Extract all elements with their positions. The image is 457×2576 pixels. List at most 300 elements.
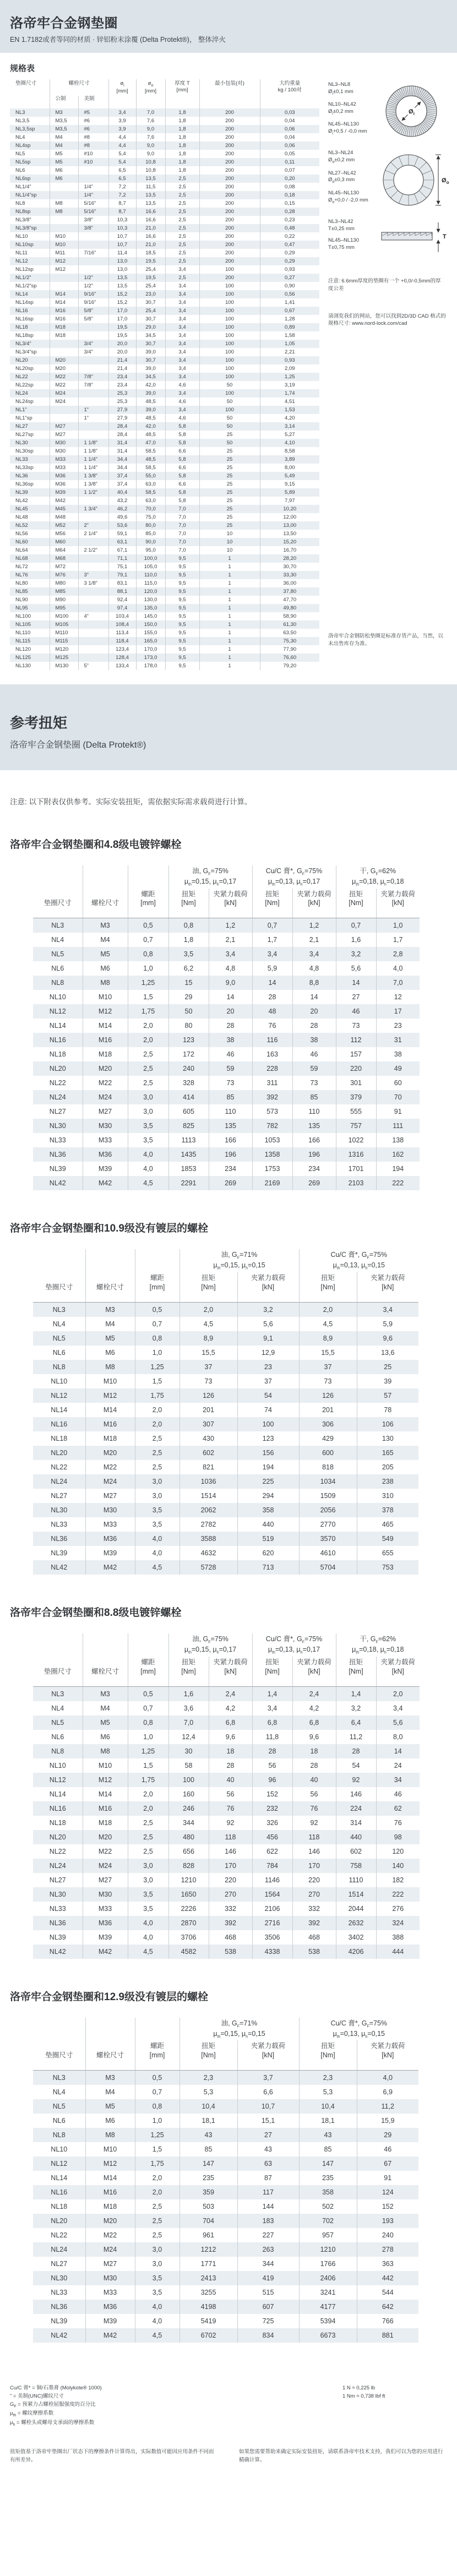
spec-cell: M45	[50, 505, 78, 513]
torque-cell: 76	[209, 1801, 252, 1816]
col-header-inner-dia: $ø_i$ [mm]	[108, 79, 136, 108]
spec-cell: 2,5	[165, 224, 199, 232]
spec-cell: 4,20	[260, 414, 319, 422]
spec-cell: 2,21	[260, 348, 319, 356]
spec-cell: NL33sp	[15, 464, 34, 471]
torque-cell: 76	[292, 1801, 336, 1816]
spec-cell: 1	[199, 563, 260, 571]
spec-cell: 25	[199, 505, 260, 513]
torque-cell: NL5	[33, 947, 83, 961]
spec-cell: 58,5	[136, 464, 165, 472]
torque-cell: 160	[168, 1787, 209, 1801]
torque-cell: 359	[179, 2185, 237, 2199]
torque-cell: 43	[237, 2142, 299, 2156]
torque-cell: 419	[237, 2271, 299, 2285]
col-header-clamp-load: 夹紧力载荷 [kN]	[292, 1657, 336, 1686]
spec-cell: NL5sp	[10, 158, 50, 166]
torque-cell: M3	[83, 1686, 128, 1701]
torque-cell: M14	[83, 1787, 128, 1801]
torque-cell: NL10	[49, 1761, 66, 1769]
torque-cell: NL4	[51, 936, 64, 944]
spec-cell: 100	[199, 373, 260, 381]
torque-row	[33, 2300, 418, 2314]
torque-row	[33, 2185, 418, 2199]
spec-cell: 3,4	[165, 348, 199, 356]
torque-cell: 6,8	[252, 1715, 292, 1730]
spec-cell: 200	[199, 224, 260, 232]
torque-row	[33, 1431, 418, 1446]
torque-cell: 2716	[252, 1916, 292, 1930]
spec-cell: NL60	[10, 538, 50, 546]
spec-cell: 0,11	[260, 158, 319, 166]
spec-table-row	[10, 596, 319, 604]
spec-cell: 48,5	[136, 431, 165, 439]
torque-cell: 549	[357, 1532, 418, 1546]
torque-cell: 10,4	[299, 2099, 357, 2114]
spec-cell: NL3/8”sp	[10, 224, 50, 232]
torque-row	[33, 1887, 420, 1902]
spec-table-row	[10, 406, 319, 414]
spec-cell: NL1”	[10, 406, 50, 414]
spec-cell: 100	[199, 307, 260, 315]
torque-cell: 28	[252, 1744, 292, 1758]
spec-cell: NL100	[15, 613, 31, 619]
spec-cell: #8	[78, 133, 108, 141]
torque-cell: 270	[292, 1887, 336, 1902]
torque-cell: 4,2	[292, 1701, 336, 1715]
torque-cell: NL14	[49, 1790, 66, 1798]
torque-cell: 301	[336, 1076, 376, 1090]
spec-cell: 83,1	[108, 579, 136, 587]
spec-cell: M12	[50, 265, 78, 274]
spec-cell: 2”	[78, 521, 108, 530]
spec-cell: 1	[199, 587, 260, 596]
spec-cell: 31,4	[108, 439, 136, 447]
torque-cell: 78	[357, 1403, 418, 1417]
torque-cell: 4,0	[376, 961, 420, 976]
spec-table-row	[10, 554, 319, 563]
cad-download-note: 请浏览我们的网站，您可以找到2D/3D CAD 格式的规格尺寸: www.nord-lock.com/cad	[328, 313, 446, 327]
spec-cell: 1,8	[165, 108, 199, 117]
torque-row	[33, 1417, 418, 1431]
spec-cell	[78, 232, 108, 241]
torque-cell: 4198	[179, 2300, 237, 2314]
torque-cell: 5419	[179, 2314, 237, 2328]
torque-cell: 100	[168, 1773, 209, 1787]
spec-cell: 0,93	[260, 356, 319, 364]
torque-cell: M24	[85, 1474, 135, 1489]
torque-cell: M16	[83, 1801, 128, 1816]
torque-cell: 85	[299, 2142, 357, 2156]
torque-cell: 20	[209, 1004, 252, 1019]
torque-row	[33, 1816, 420, 1830]
torque-cell: 573	[252, 1104, 292, 1119]
spec-cell: 128,4	[108, 653, 136, 662]
spec-cell: 9,5	[165, 612, 199, 620]
torque-cell: 2,5	[135, 2228, 179, 2242]
torque-cell: M18	[83, 1816, 128, 1830]
condition-header: 油, $G_F=71\%$ $\mu_{th}=0,15$, $\mu_h=0,15$	[179, 2018, 299, 2041]
torque-cell: 28	[336, 1744, 376, 1758]
torque-cell: 0,7	[128, 1701, 168, 1715]
spec-cell: NL33	[10, 455, 50, 464]
spec-cell: 1	[199, 629, 260, 637]
spec-cell: 105,0	[136, 563, 165, 571]
torque-cell: NL20	[33, 1061, 83, 1076]
torque-cell: NL24	[33, 1859, 83, 1873]
torque-cell: 46	[209, 1047, 252, 1061]
torque-cell: 2,4	[209, 1686, 252, 1701]
torque-cell: 306	[299, 1417, 357, 1431]
torque-cell: NL39	[51, 2317, 68, 2326]
torque-cell: 270	[209, 1887, 252, 1902]
torque-table-title: 洛帝牢合金钢垫圈和12.9级没有镀层的螺栓	[10, 1991, 208, 2003]
inner-dia-tolerance-labels	[328, 81, 381, 141]
torque-cell: 784	[252, 1859, 292, 1873]
spec-cell: M4	[50, 141, 78, 150]
spec-cell: M85	[50, 587, 78, 596]
spec-table-row	[10, 224, 319, 232]
spec-table-row	[10, 612, 319, 620]
spec-cell: #6	[78, 117, 108, 125]
torque-cell: 9,6	[209, 1730, 252, 1744]
torque-cell: 753	[357, 1560, 418, 1575]
torque-cell: 147	[299, 2156, 357, 2171]
spec-cell: 20,0	[108, 348, 136, 356]
torque-cell: 324	[376, 1916, 420, 1930]
torque-row	[33, 961, 420, 976]
spec-table-row	[10, 447, 319, 455]
spec-cell: 5,8	[165, 472, 199, 480]
torque-cell: 456	[252, 1830, 292, 1844]
spec-cell: M33	[50, 455, 78, 464]
spec-cell: 103,4	[108, 612, 136, 620]
spec-cell: 9,5	[165, 596, 199, 604]
spec-cell: 200	[199, 141, 260, 150]
spec-cell: 5”	[78, 662, 108, 670]
spec-section-title: 规格表	[10, 64, 35, 73]
torque-row	[33, 1019, 420, 1033]
torque-table	[33, 865, 420, 1191]
spec-table-row	[10, 464, 319, 472]
spec-cell: 130,0	[136, 596, 165, 604]
torque-cell: 117	[237, 2185, 299, 2199]
spec-cell: 1,41	[260, 298, 319, 307]
spec-cell	[50, 348, 78, 356]
torque-cell: M36	[85, 1532, 135, 1546]
spec-cell: 25	[199, 464, 260, 472]
torque-cell: 46	[292, 1047, 336, 1061]
torque-cell: 0,7	[336, 918, 376, 933]
spec-cell: 2,5	[165, 241, 199, 249]
torque-cell: 6,4	[336, 1715, 376, 1730]
torque-row	[33, 947, 420, 961]
torque-cell: 73	[292, 1076, 336, 1090]
spec-cell: 1,8	[165, 117, 199, 125]
torque-row	[33, 1133, 420, 1147]
torque-cell: 5,3	[179, 2085, 237, 2099]
torque-cell: M20	[85, 1446, 135, 1460]
spec-cell: 7/8”	[78, 373, 108, 381]
torque-cell: 12,9	[237, 1346, 299, 1360]
spec-cell: 16,70	[260, 546, 319, 554]
torque-cell: 37	[299, 1360, 357, 1374]
spec-cell: 0,06	[260, 125, 319, 133]
spec-cell: 200	[199, 117, 260, 125]
spec-table-row	[10, 587, 319, 596]
spec-cell: 67,1	[108, 546, 136, 554]
torque-cell: 5,6	[237, 1317, 299, 1331]
spec-cell: M39	[50, 488, 78, 497]
spec-cell: 55,0	[136, 472, 165, 480]
torque-row	[33, 1162, 420, 1176]
spec-table-row	[10, 397, 319, 406]
torque-cell: 4,8	[209, 961, 252, 976]
footnote-definition: Cu/C 膏* = 铜/石墨膏 (Molykote® 1000)	[10, 2385, 102, 2392]
spec-cell: 13,00	[260, 521, 319, 530]
torque-row	[33, 1004, 420, 1019]
torque-cell: 28	[292, 1758, 336, 1773]
spec-cell: 100	[199, 389, 260, 397]
footer-note-right: 如果您需要帮助来确定实际安装扭矩，请联系洛帝牢技术支持，我们可以为您的应用进行精确计算。	[239, 2448, 443, 2463]
torque-cell: 166	[292, 1133, 336, 1147]
spec-cell: 0,27	[260, 274, 319, 282]
torque-cell: 2,0	[179, 1302, 237, 1317]
spec-cell: 3,14	[260, 422, 319, 431]
torque-cell: 0,8	[128, 1715, 168, 1730]
spec-cell: 25	[199, 521, 260, 530]
spec-cell: NL56	[15, 530, 28, 537]
spec-table-row	[10, 604, 319, 612]
spec-cell: NL10sp	[10, 241, 50, 249]
torque-cell: M36	[83, 1916, 128, 1930]
spec-cell: 10	[199, 546, 260, 554]
col-header-clamp-load: 夹紧力载荷 [kN]	[357, 1272, 418, 1302]
spec-cell: 21,4	[108, 364, 136, 373]
torque-cell: 29	[357, 2128, 418, 2142]
torque-cell: 2,8	[376, 947, 420, 961]
outer-dia-tolerance-labels	[328, 150, 381, 209]
torque-cell: 170	[292, 1859, 336, 1873]
torque-cell: 4,5	[128, 1176, 168, 1190]
spec-cell: 37,80	[260, 587, 319, 596]
torque-row	[33, 1119, 420, 1133]
spec-table-row	[10, 298, 319, 307]
spec-cell: 36,00	[260, 579, 319, 587]
torque-cell: 1,8	[168, 933, 209, 947]
spec-cell: 173,0	[136, 653, 165, 662]
torque-cell: 124	[357, 2185, 418, 2199]
spec-cell: M27	[50, 431, 78, 439]
col-header-pitch: 螺距 [mm]	[128, 865, 168, 918]
torque-cell: 74	[237, 1403, 299, 1417]
spec-cell: 3,4	[165, 364, 199, 373]
spec-cell: 50	[199, 414, 260, 422]
torque-cell: NL16	[33, 1417, 85, 1431]
spec-cell: 19,5	[136, 274, 165, 282]
spec-cell: M20	[50, 364, 78, 373]
footnote-definition: $\mu_{th}$ = 螺纹摩擦系数	[10, 2410, 54, 2418]
stock-availability-note: 洛帝牢合金钢防松垫圈是标准存货产品，当然，以未出售库存为准。	[328, 633, 444, 647]
torque-cell: M8	[85, 1360, 135, 1374]
torque-cell: 56	[292, 1787, 336, 1801]
spec-cell: NL18sp	[15, 332, 34, 339]
torque-cell: NL5	[33, 2099, 85, 2114]
torque-cell: 2,5	[135, 1431, 179, 1446]
torque-cell: 1036	[179, 1474, 237, 1489]
torque-cell: 392	[209, 1916, 252, 1930]
spec-cell: 58,5	[136, 488, 165, 497]
torque-cell: 3,4	[376, 1701, 420, 1715]
torque-row	[33, 2071, 418, 2085]
torque-cell: 440	[336, 1830, 376, 1844]
torque-cell: 1,2	[292, 918, 336, 933]
torque-cell: 4,0	[128, 1147, 168, 1162]
torque-cell: M20	[85, 2214, 135, 2228]
torque-cell: 503	[179, 2199, 237, 2214]
torque-cell: M42	[83, 1945, 128, 1959]
torque-cell: NL18	[49, 1818, 66, 1827]
torque-cell: 147	[179, 2156, 237, 2171]
spec-cell: 11,4	[108, 249, 136, 257]
torque-cell: M22	[83, 1844, 128, 1859]
inner-diameter-diagram	[328, 81, 449, 141]
torque-row	[33, 2099, 418, 2114]
spec-cell: 48,5	[136, 455, 165, 464]
torque-cell: 3402	[336, 1930, 376, 1945]
spec-table-row	[10, 307, 319, 315]
spec-table-row	[10, 208, 319, 216]
spec-cell: 5,8	[165, 488, 199, 497]
torque-cell: 4206	[336, 1945, 376, 1959]
spec-cell: 11,5	[136, 183, 165, 191]
torque-row	[33, 1916, 420, 1930]
spec-cell: 2,5	[165, 216, 199, 224]
spec-cell: 63,50	[260, 629, 319, 637]
spec-cell: 20,0	[108, 340, 136, 348]
torque-cell: 118	[292, 1830, 336, 1844]
spec-cell: 7,0	[165, 538, 199, 546]
torque-row	[33, 2171, 418, 2185]
torque-cell: 655	[357, 1546, 418, 1560]
tolerance-label: NL3–NL42 T±0,25 mm	[328, 218, 355, 232]
spec-cell: 3,4	[165, 331, 199, 340]
spec-table-row	[10, 315, 319, 323]
spec-cell: 71,1	[108, 554, 136, 563]
spec-cell: 28,4	[108, 431, 136, 439]
unit-conversion: 1 Nm ≈ 0,738 lbf ft	[342, 2393, 385, 2399]
spec-table-row	[10, 538, 319, 546]
spec-cell: 10,7	[108, 241, 136, 249]
spec-cell: #10	[78, 150, 108, 158]
spec-cell: 1,8	[165, 125, 199, 133]
torque-cell: 228	[252, 1061, 292, 1076]
spec-cell: NL22sp	[15, 382, 34, 388]
torque-cell: 5,6	[336, 961, 376, 976]
torque-cell: 220	[209, 1873, 252, 1887]
torque-cell: 3,5	[135, 2285, 179, 2300]
torque-row	[33, 1945, 420, 1959]
torque-cell: M14	[83, 1019, 128, 1033]
outer-diameter-diagram	[328, 150, 449, 209]
spec-table-row	[10, 241, 319, 249]
spec-cell: 10,8	[136, 166, 165, 175]
page-title: 洛帝牢合金钢垫圈	[10, 16, 118, 31]
spec-cell: 37,4	[108, 480, 136, 488]
spec-table-row	[10, 158, 319, 166]
col-header-clamp-load: 夹紧力载荷 [kN]	[376, 889, 420, 918]
torque-cell: 881	[357, 2328, 418, 2343]
spec-cell: 12,00	[260, 513, 319, 521]
torque-cell: M14	[85, 1403, 135, 1417]
torque-cell: 1210	[168, 1873, 209, 1887]
spec-cell: 8,58	[260, 447, 319, 455]
torque-cell: NL20	[33, 1830, 83, 1844]
spec-cell: 5,8	[165, 497, 199, 505]
torque-cell: 1,75	[128, 1004, 168, 1019]
spec-cell: 2,5	[165, 191, 199, 199]
torque-cell: M6	[85, 1346, 135, 1360]
torque-cell: 166	[209, 1133, 252, 1147]
torque-cell: M10	[83, 990, 128, 1004]
torque-cell: 757	[336, 1119, 376, 1133]
torque-table	[33, 1633, 420, 1959]
spec-cell: 5,8	[165, 431, 199, 439]
torque-row	[33, 1360, 418, 1374]
spec-cell: 5,4	[108, 158, 136, 166]
spec-cell	[78, 637, 108, 645]
spec-table-row	[10, 513, 319, 521]
spec-cell: #8	[78, 141, 108, 150]
torque-cell: 0,8	[135, 1331, 179, 1346]
torque-cell: M30	[85, 2271, 135, 2285]
spec-cell: 21,4	[108, 356, 136, 364]
spec-cell: 200	[199, 175, 260, 183]
spec-table-row	[10, 141, 319, 150]
spec-cell	[78, 397, 108, 406]
torque-cell: 269	[292, 1176, 336, 1190]
spec-cell: 9,5	[165, 620, 199, 629]
spec-cell: 200	[199, 249, 260, 257]
spec-cell: 49,80	[260, 604, 319, 612]
torque-cell: 3,5	[128, 1133, 168, 1147]
spec-cell: NL52	[10, 521, 50, 530]
torque-cell: NL20	[33, 2214, 85, 2228]
torque-row	[33, 1744, 420, 1758]
torque-cell: 20	[292, 1004, 336, 1019]
spec-cell: 9/16”	[78, 298, 108, 307]
spec-cell: 178,0	[136, 662, 165, 670]
torque-cell: 40	[292, 1773, 336, 1787]
torque-cell: 1,4	[252, 1686, 292, 1701]
spec-cell: M105	[50, 620, 78, 629]
torque-cell: 4,0	[357, 2071, 418, 2085]
torque-cell: 92	[336, 1773, 376, 1787]
torque-row	[33, 1859, 420, 1873]
tolerance-label: NL45–NL130 T±0,75 mm	[328, 237, 359, 251]
spec-table-row	[10, 199, 319, 208]
spec-cell: 1/2”	[78, 274, 108, 282]
torque-cell: 92	[209, 1816, 252, 1830]
spec-cell: 3,4	[165, 406, 199, 414]
spec-cell: 0,93	[260, 265, 319, 274]
torque-cell: 1,75	[135, 2156, 179, 2171]
col-header-thickness: 厚度 T [mm]	[165, 79, 199, 108]
torque-cell: 3,0	[135, 1474, 179, 1489]
spec-cell: 123,4	[108, 645, 136, 653]
torque-cell: 414	[168, 1090, 209, 1104]
torque-cell: 3255	[179, 2285, 237, 2300]
